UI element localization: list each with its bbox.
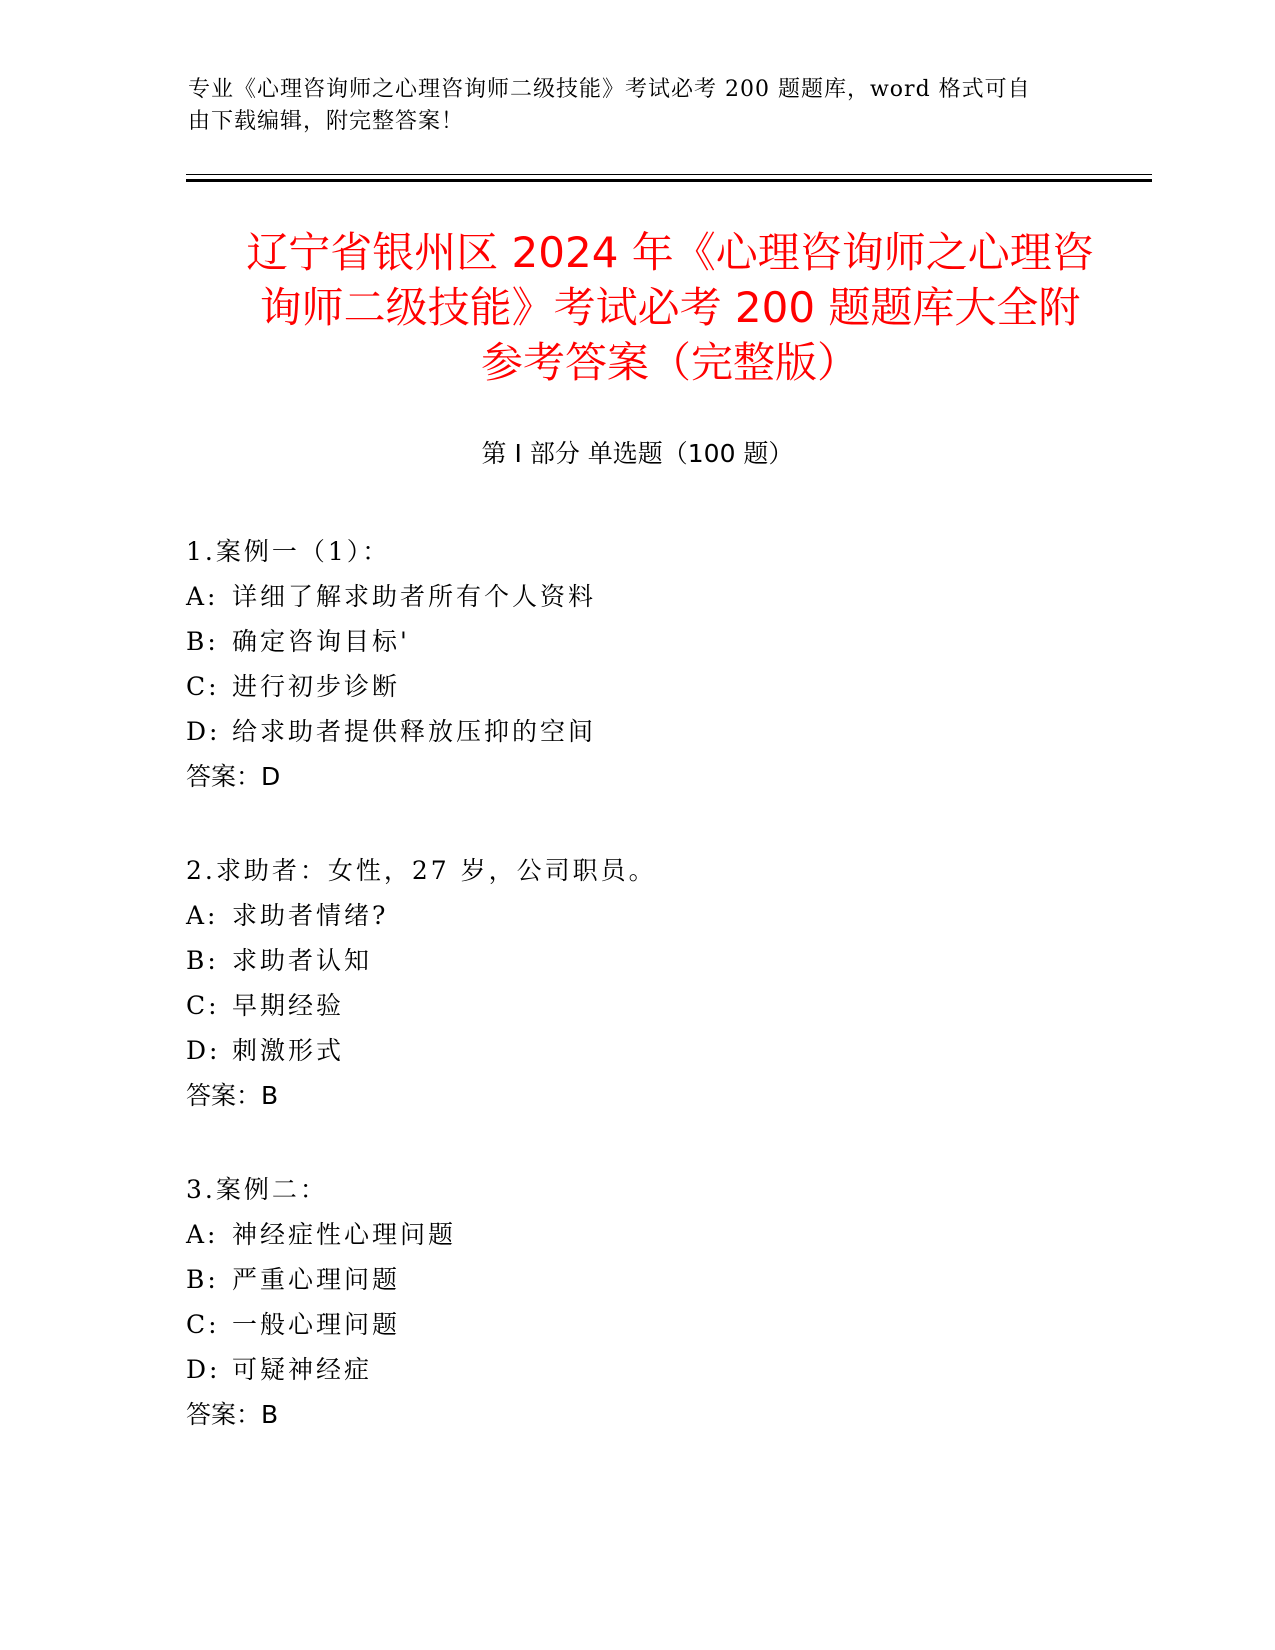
- option-text: 一般心理问题: [232, 1310, 401, 1339]
- question-item: [186, 1167, 1086, 1486]
- option-letter: A:: [186, 1220, 219, 1249]
- option-b: [186, 619, 1086, 664]
- question-item: [186, 529, 1086, 848]
- option-text: 进行初步诊断: [232, 672, 401, 701]
- question-list: [186, 529, 1086, 1486]
- option-a: [186, 893, 1086, 938]
- option-letter: D:: [186, 1036, 221, 1065]
- option-text: 早期经验: [232, 991, 345, 1020]
- answer-line: 答案：B: [186, 1400, 279, 1429]
- option-b: [186, 938, 1086, 983]
- option-b: [186, 1257, 1086, 1302]
- option-text: 求助者认知: [232, 946, 373, 975]
- option-text: 严重心理问题: [232, 1265, 401, 1294]
- section-heading: 第 I 部分 单选题（100 题）: [481, 439, 794, 468]
- question-item: [186, 848, 1086, 1167]
- option-c: [186, 1302, 1086, 1347]
- option-text: 给求助者提供释放压抑的空间: [232, 717, 597, 746]
- intro-paragraph: [188, 74, 1068, 138]
- option-text: 神经症性心理问题: [232, 1220, 457, 1249]
- title-line: 辽宁省银州区 2024 年《心理咨询师之心理咨: [246, 228, 1094, 277]
- question-stem: 1.案例一（1）：: [186, 537, 391, 566]
- option-text: 刺激形式: [232, 1036, 345, 1065]
- option-letter: B:: [186, 627, 219, 656]
- option-d: [186, 1028, 1086, 1073]
- option-text: 详细了解求助者所有个人资料: [232, 582, 597, 611]
- option-letter: C:: [186, 672, 220, 701]
- title-line: 参考答案（完整版）: [480, 338, 859, 387]
- option-text: 确定咨询目标': [232, 627, 410, 656]
- option-letter: A:: [186, 901, 219, 930]
- option-a: [186, 1212, 1086, 1257]
- header-divider-thin: [186, 174, 1152, 175]
- intro-line: 由下载编辑，附完整答案！: [188, 109, 465, 134]
- option-letter: C:: [186, 1310, 220, 1339]
- title-line: 询师二级技能》考试必考 200 题题库大全附: [259, 283, 1081, 332]
- document-title: [150, 225, 1190, 390]
- option-letter: C:: [186, 991, 220, 1020]
- header-divider-thick: [186, 179, 1152, 182]
- answer-line: 答案：B: [186, 1081, 279, 1110]
- option-a: [186, 574, 1086, 619]
- option-letter: D:: [186, 1355, 221, 1384]
- option-letter: A:: [186, 582, 219, 611]
- option-d: [186, 709, 1086, 754]
- answer-line: 答案：D: [186, 762, 281, 791]
- intro-line: 专业《心理咨询师之心理咨询师二级技能》考试必考 200 题题库，word 格式可自: [188, 77, 1031, 102]
- option-c: [186, 664, 1086, 709]
- option-letter: B:: [186, 1265, 219, 1294]
- option-text: 求助者情绪?: [232, 901, 389, 930]
- option-c: [186, 983, 1086, 1028]
- option-letter: B:: [186, 946, 219, 975]
- option-d: [186, 1347, 1086, 1392]
- question-stem: 3.案例二：: [186, 1175, 328, 1204]
- option-letter: D:: [186, 717, 221, 746]
- option-text: 可疑神经症: [232, 1355, 373, 1384]
- question-stem: 2.求助者：女性，27 岁，公司职员。: [186, 856, 657, 885]
